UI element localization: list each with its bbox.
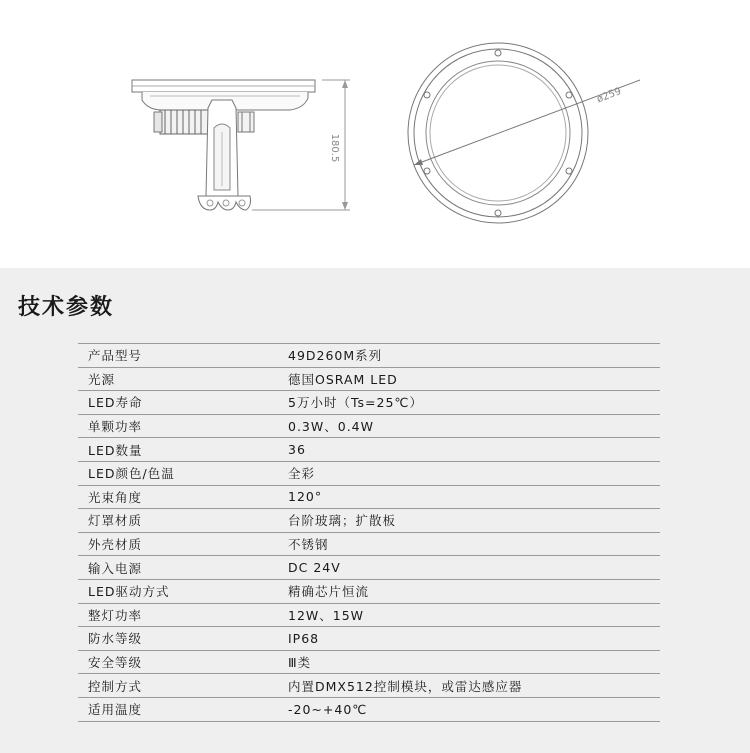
- spec-label: 光束角度: [78, 485, 278, 509]
- spec-label: 灯罩材质: [78, 509, 278, 533]
- spec-table-body: [78, 344, 660, 722]
- spec-label: 产品型号: [78, 344, 278, 368]
- spec-value: 精确芯片恒流: [278, 579, 660, 603]
- spec-row: [78, 697, 660, 721]
- spec-section: [0, 268, 750, 753]
- spec-label: 输入电源: [78, 556, 278, 580]
- spec-title: 技术参数: [18, 295, 115, 320]
- spec-value: IP68: [278, 627, 660, 651]
- spec-row: [78, 603, 660, 627]
- spec-label: 适用温度: [78, 697, 278, 721]
- spec-table: [78, 343, 660, 722]
- spec-label: LED颜色/色温: [78, 461, 278, 485]
- spec-row: [78, 556, 660, 580]
- top-view: [408, 43, 640, 223]
- spec-value: 台阶玻璃；扩散板: [278, 509, 660, 533]
- spec-label: 外壳材质: [78, 532, 278, 556]
- spec-label: LED驱动方式: [78, 579, 278, 603]
- spec-value: 120°: [278, 485, 660, 509]
- spec-value: -20~+40℃: [278, 697, 660, 721]
- spec-row: [78, 344, 660, 368]
- spec-value: 不锈钢: [278, 532, 660, 556]
- spec-value: 0.3W、0.4W: [278, 414, 660, 438]
- spec-value: 德国OSRAM LED: [278, 367, 660, 391]
- spec-row: [78, 461, 660, 485]
- spec-value: 全彩: [278, 461, 660, 485]
- spec-label: 控制方式: [78, 674, 278, 698]
- diameter-dimension-label: ø259: [595, 86, 623, 106]
- spec-row: [78, 509, 660, 533]
- spec-label: 防水等级: [78, 627, 278, 651]
- drawing-svg: [0, 0, 750, 268]
- spec-row: [78, 367, 660, 391]
- spec-label: LED数量: [78, 438, 278, 462]
- spec-value: 5万小时（Ts=25℃）: [278, 391, 660, 415]
- spec-label: 安全等级: [78, 650, 278, 674]
- spec-row: [78, 579, 660, 603]
- technical-drawing: [0, 0, 750, 268]
- spec-label: 光源: [78, 367, 278, 391]
- spec-value: 内置DMX512控制模块，或雷达感应器: [278, 674, 660, 698]
- spec-value: 36: [278, 438, 660, 462]
- spec-label: 单颗功率: [78, 414, 278, 438]
- spec-row: [78, 532, 660, 556]
- spec-value: 12W、15W: [278, 603, 660, 627]
- spec-row: [78, 414, 660, 438]
- spec-value: Ⅲ类: [278, 650, 660, 674]
- spec-row: [78, 438, 660, 462]
- spec-value: 49D260M系列: [278, 344, 660, 368]
- spec-row: [78, 485, 660, 509]
- spec-row: [78, 627, 660, 651]
- spec-row: [78, 674, 660, 698]
- spec-row: [78, 650, 660, 674]
- height-dimension-label: 180.5: [329, 133, 340, 163]
- spec-value: DC 24V: [278, 556, 660, 580]
- spec-label: LED寿命: [78, 391, 278, 415]
- spec-label: 整灯功率: [78, 603, 278, 627]
- side-view: [132, 80, 350, 210]
- spec-row: [78, 391, 660, 415]
